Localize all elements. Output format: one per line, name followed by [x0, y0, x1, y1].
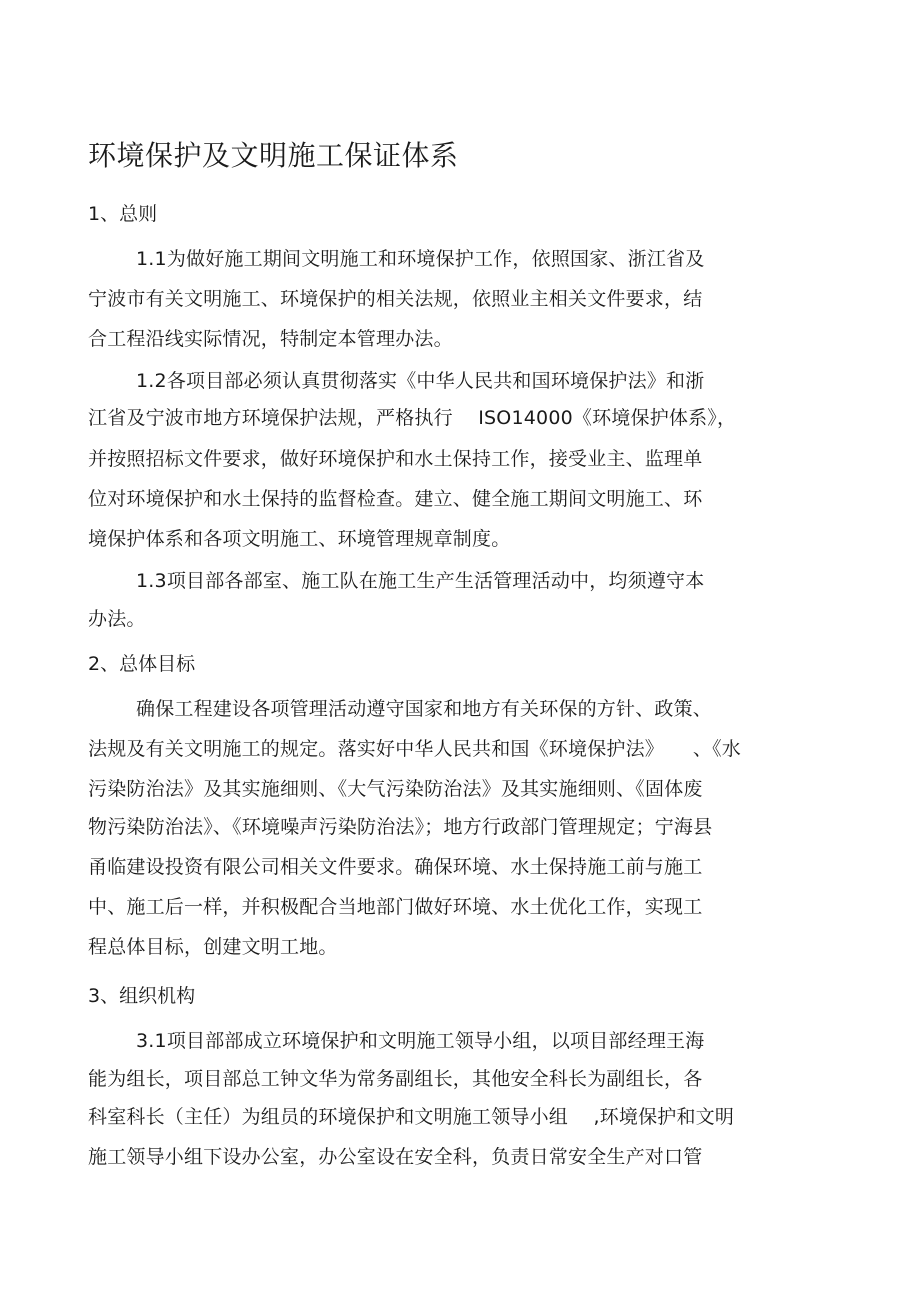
paragraph-line: 施工领导小组下设办公室，办公室设在安全科，负责日常安全生产对口管 — [88, 1146, 703, 1168]
document-title: 环境保护及文明施工保证体系 — [88, 139, 459, 172]
paragraph-line: 宁波市有关文明施工、环境保护的相关法规，依照业主相关文件要求，结 — [88, 288, 703, 310]
paragraph-line: 位对环境保护和水土保持的监督检查。建立、健全施工期间文明施工、环 — [88, 488, 703, 510]
paragraph-line: 物污染防治法》、《环境噪声污染防治法》；地方行政部门管理规定；宁海县 — [88, 816, 713, 838]
paragraph-line: 确保工程建设各项管理活动遵守国家和地方有关环保的方针、政策、 — [136, 698, 713, 720]
section-heading-overall-goals: 2、总体目标 — [88, 653, 196, 675]
paragraph-line: 境保护体系和各项文明施工、环境管理规章制度。 — [88, 528, 511, 550]
paragraph-line: 江省及宁波市地方环境保护法规，严格执行 ISO14000《环境保护体系》， — [88, 407, 737, 429]
paragraph-line: 并按照招标文件要求，做好环境保护和水土保持工作，接受业主、监理单 — [88, 448, 703, 470]
paragraph-line: 科室科长（主任）为组员的环境保护和文明施工领导小组 ,环境保护和文明 — [88, 1106, 735, 1128]
paragraph-line: 办法。 — [88, 608, 146, 630]
paragraph-line: 1.3项目部各部室、施工队在施工生产生活管理活动中，均须遵守本 — [136, 570, 705, 592]
paragraph-line: 1.1为做好施工期间文明施工和环境保护工作，依照国家、浙江省及 — [136, 248, 705, 270]
section-heading-organization: 3、组织机构 — [88, 985, 196, 1007]
paragraph-line: 3.1项目部部成立环境保护和文明施工领导小组，以项目部经理王海 — [136, 1030, 705, 1052]
paragraph-line: 程总体目标，创建文明工地。 — [88, 936, 338, 958]
paragraph-line: 1.2各项目部必须认真贯彻落实《中华人民共和国环境保护法》和浙 — [136, 370, 705, 392]
paragraph-line: 法规及有关文明施工的规定。落实好中华人民共和国《环境保护法》 、《水 — [88, 738, 742, 760]
paragraph-line: 甬临建设投资有限公司相关文件要求。确保环境、水土保持施工前与施工 — [88, 856, 703, 878]
paragraph-line: 能为组长，项目部总工钟文华为常务副组长，其他安全科长为副组长，各 — [88, 1068, 703, 1090]
paragraph-line: 合工程沿线实际情况，特制定本管理办法。 — [88, 328, 453, 350]
paragraph-line: 污染防治法》及其实施细则、《大气污染防治法》及其实施细则、《固体废 — [88, 778, 703, 800]
section-heading-general: 1、总则 — [88, 203, 158, 225]
paragraph-line: 中、施工后一样，并积极配合当地部门做好环境、水土优化工作，实现工 — [88, 896, 703, 918]
